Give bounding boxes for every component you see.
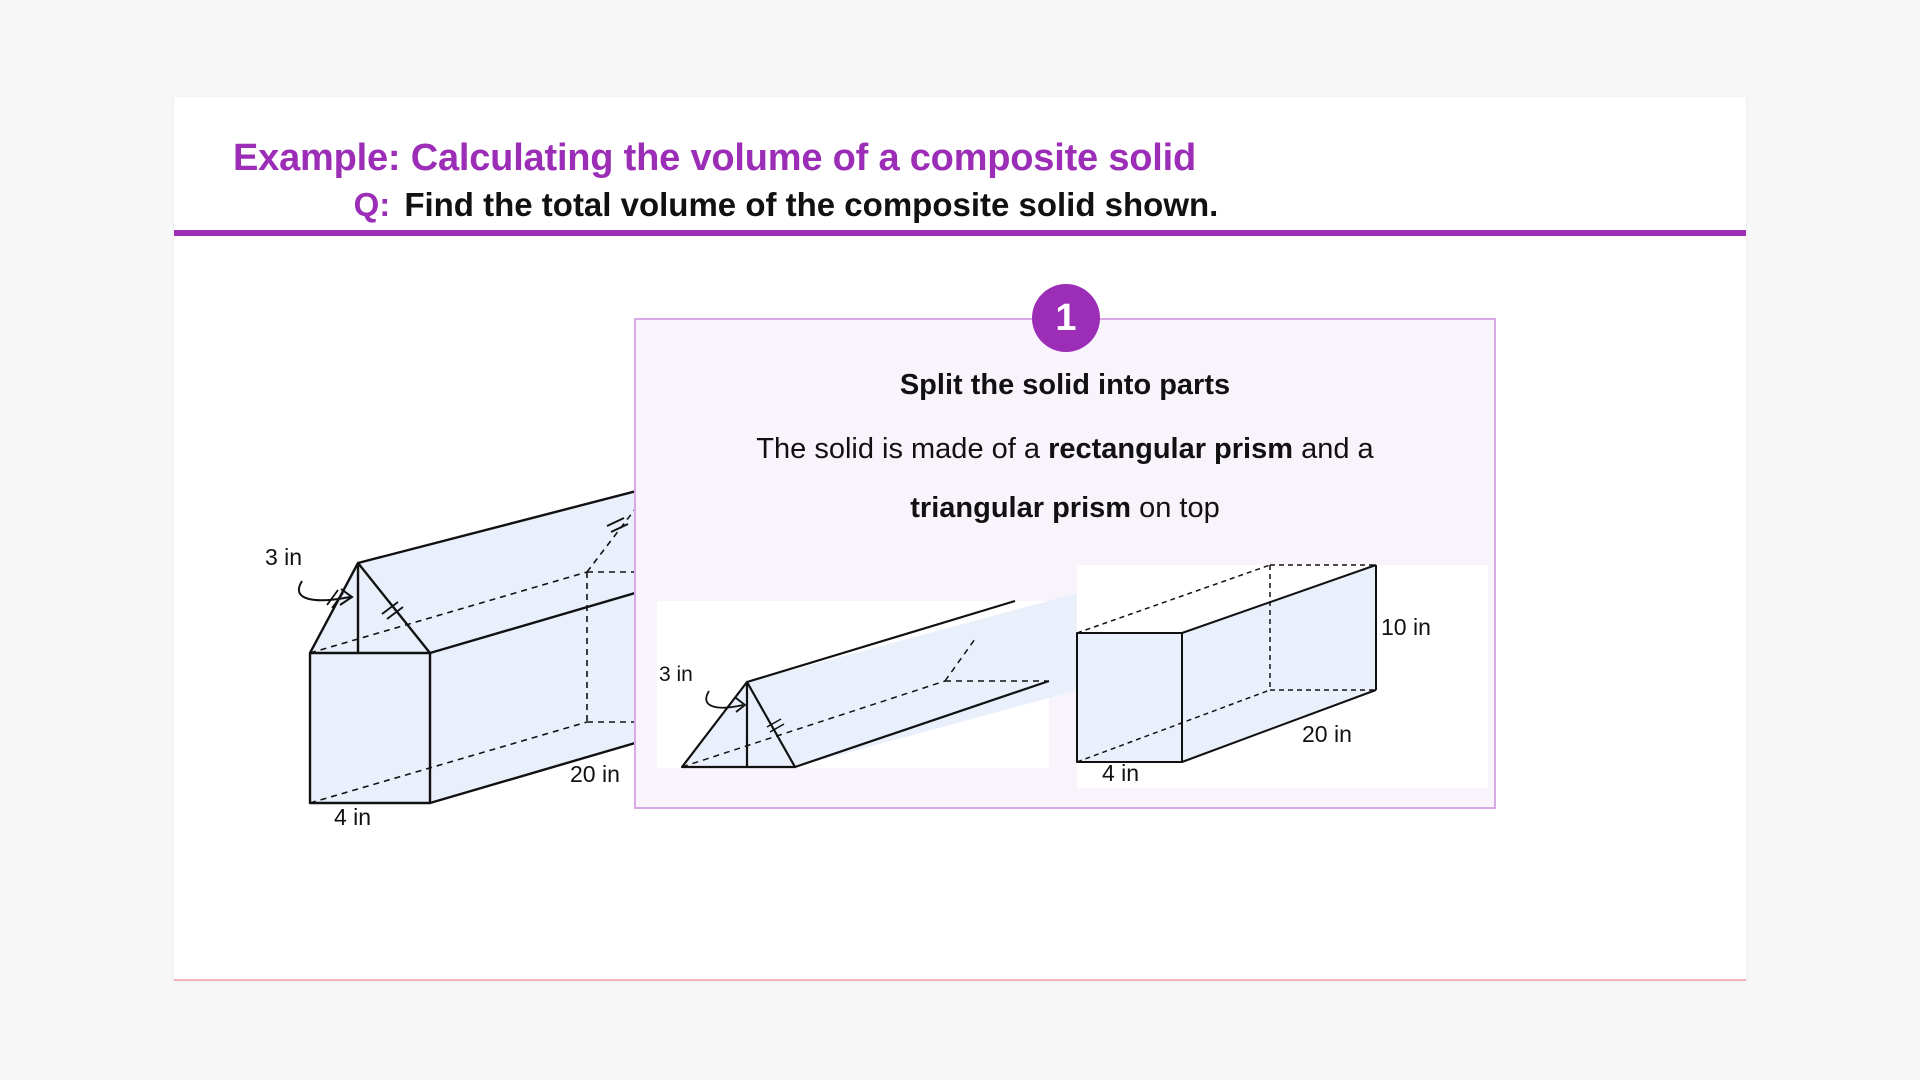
question-text: Find the total volume of the composite solid shown. [404,186,1219,223]
step-title: Split the solid into parts [899,369,1231,401]
step-bold-triangular: triangular prism [910,492,1132,524]
question [0,186,1572,224]
step-text-part: and a [1293,433,1374,465]
step-text-part: on top [1131,492,1220,524]
step-number-badge: 1 [1032,284,1100,352]
page-title: Example: Calculating the volume of a composite solid [233,137,1197,179]
label-20in: 20 in [570,761,620,787]
label-rect-20in: 20 in [1302,721,1352,747]
bottom-divider [174,979,1746,981]
label-tri-3in: 3 in [659,663,693,686]
triangular-prism-diagram [657,601,1049,768]
step-description [700,420,1430,538]
composite-solid-diagram [84,388,620,838]
label-rect-10in: 10 in [1381,614,1431,640]
label-3in: 3 in [265,544,303,570]
question-prefix: Q: [353,186,391,223]
step-text-part: The solid is made of a [756,433,1049,465]
label-rect-4in: 4 in [1102,760,1140,786]
label-4in: 4 in [334,804,372,830]
step-bold-rectangular: rectangular prism [1048,433,1294,465]
rectangular-prism-diagram [1077,565,1488,788]
